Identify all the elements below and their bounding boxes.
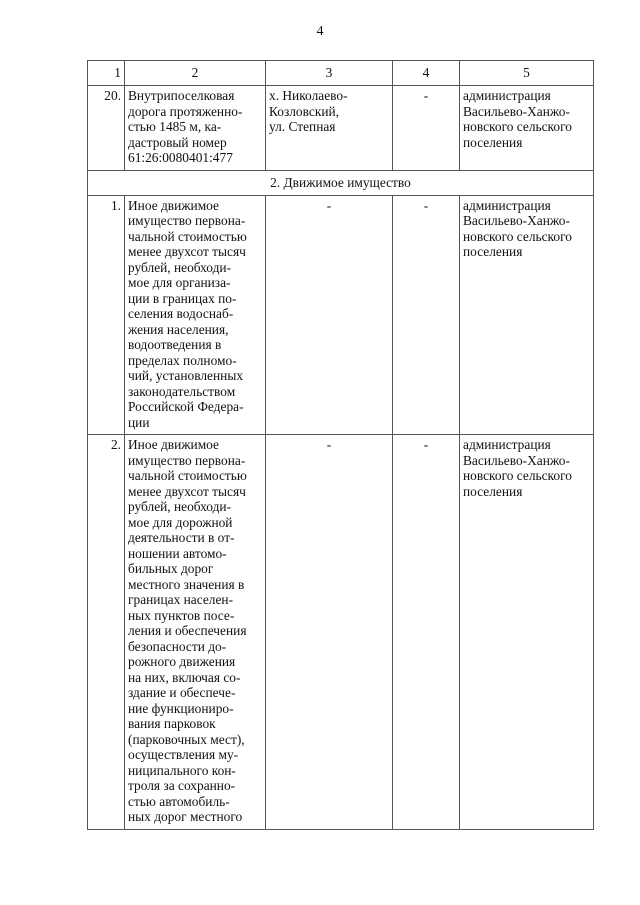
property-name-cell (125, 195, 266, 435)
property-name: Иное движимое имущество первона- чальной стоимостью менее двухсот тысяч рублей, необходи- мое для дорожной деятельности в от- ношении автомо- бильных дорог местного значения в границах населен- ных пунктов посе- ления и обеспечения безопасности до- рожного движения на них, включая со- здание и обеспече- ние функциониро- вания парковок (парковочных мест), осуществления му- ниципального кон- троля за сохранно- стью автомобиль- ных дорог местного (128, 437, 247, 824)
page-number: 4 (316, 24, 324, 39)
column-4-cell: - (393, 195, 460, 435)
header-cell-2: 2 (125, 61, 266, 86)
property-name-cell (125, 435, 266, 830)
header-cell-5: 5 (460, 61, 594, 86)
address-cell: - (266, 195, 393, 435)
column-4-cell: - (393, 435, 460, 830)
property-registry-table (87, 60, 594, 830)
table-row (88, 86, 594, 171)
property-owner: администрация Васильево-Ханжо- новского сельского поселения (463, 88, 572, 150)
property-name: Внутрипоселковая дорога протяженно- стью 1485 м, ка- дастровый номер 61:26:0080401:477 (128, 88, 243, 165)
header-cell-3: 3 (266, 61, 393, 86)
section-heading-row (88, 170, 594, 195)
row-number: 20. (88, 86, 125, 171)
owner-cell (460, 195, 594, 435)
property-address: х. Николаево- Козловский, ул. Степная (269, 88, 348, 134)
table-row (88, 435, 594, 830)
property-name-cell (125, 86, 266, 171)
header-cell-1: 1 (88, 61, 125, 86)
section-heading: 2. Движимое имущество (88, 170, 594, 195)
property-owner: администрация Васильево-Ханжо- новского сельского поселения (463, 437, 572, 499)
property-name: Иное движимое имущество первона- чальной стоимостью менее двухсот тысяч рублей, необходи- мое для организа- ции в границах по- селения водоснаб- жения населения, водоотведения в пределах полномо- чий, установленных законодательством Российской Федера- ции (128, 197, 247, 430)
table-header-row (88, 61, 594, 86)
header-cell-4: 4 (393, 61, 460, 86)
table-row (88, 195, 594, 435)
property-owner: администрация Васильево-Ханжо- новского сельского поселения (463, 197, 572, 259)
row-number: 2. (88, 435, 125, 830)
column-4-cell: - (393, 86, 460, 171)
owner-cell (460, 435, 594, 830)
address-cell (266, 86, 393, 171)
owner-cell (460, 86, 594, 171)
address-cell: - (266, 435, 393, 830)
row-number: 1. (88, 195, 125, 435)
